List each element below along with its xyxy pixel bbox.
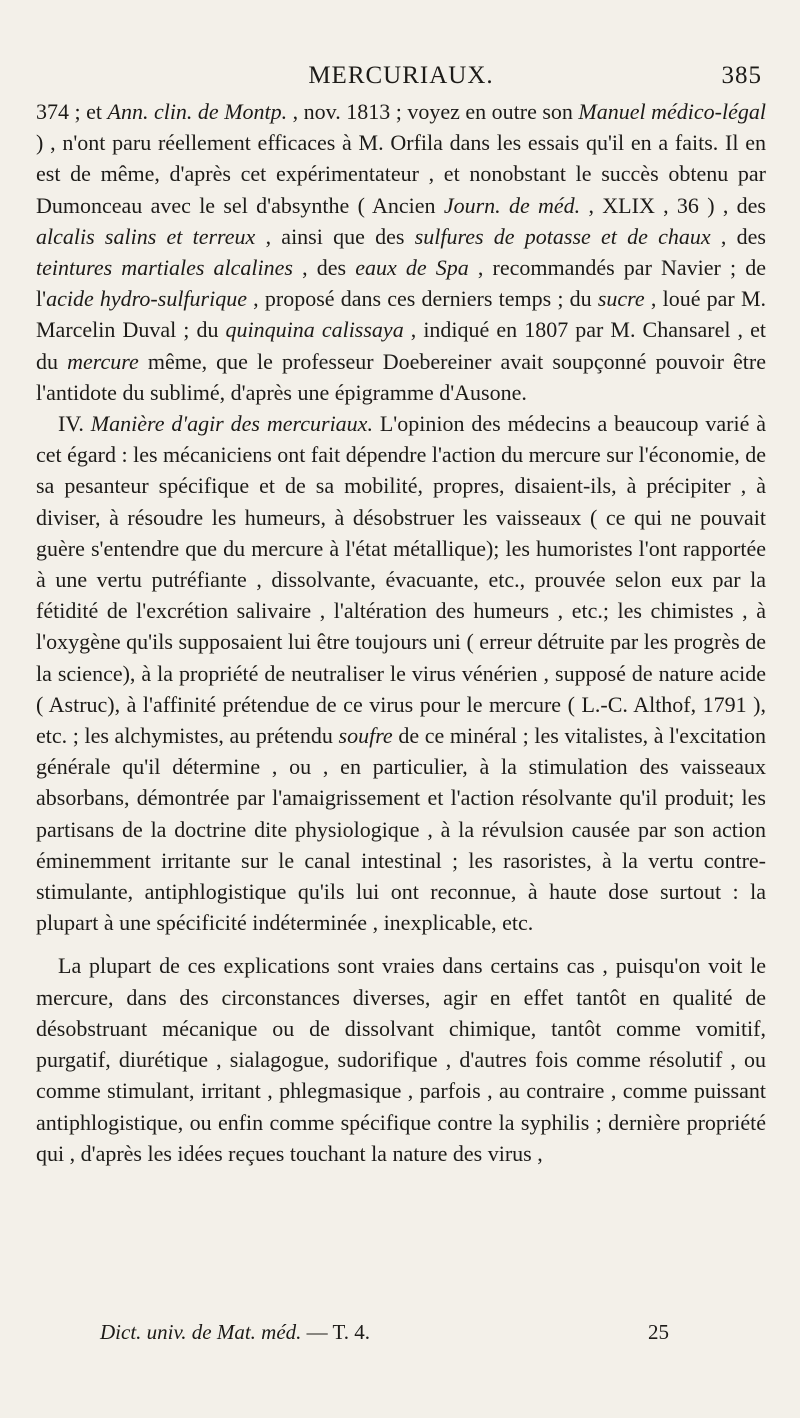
italic-run: Manière d'agir des mercuriaux. — [90, 411, 373, 437]
footer-signature-volume: — T. 4. — [301, 1320, 371, 1344]
italic-run: sucre — [597, 286, 645, 312]
running-head — [36, 62, 766, 96]
italic-run: alcalis salins et terreux — [36, 223, 256, 249]
page-footer — [100, 1320, 800, 1350]
text-run: de ce minéral ; les vitalistes, à l'excitation générale qu'il détermine , ou , en particulier, à la stimulation des vaisseaux absorbans, démontrée par l'amaigrissement et l'action résolvante qu'il produit; les partisans de la doctrine dite physiologique , à la révulsion causée par son action éminemment irritante sur le canal intestinal ; les rasoristes, à la vertu contre-stimulante, antiphlogistique qu'ils lui ont reconnue, à haute dose surtout : la plupart à une spécificité indéterminée , inexplicable, etc. — [36, 723, 766, 936]
paragraph-section-iv — [36, 408, 766, 938]
text-run: même, que le professeur Doebereiner avait soupçonné pouvoir être l'antidote du sublimé, d'après une épigramme d'Ausone. — [36, 348, 766, 405]
text-run: L'opinion des médecins a beaucoup varié à cet égard : les mécaniciens ont fait dépendre l'action du mercure sur l'économie, de sa pesanteur spécifique et de sa mobilité, propres, disaient-ils, à précipiter , à diviser, à résoudre les humeurs, à désobstruer les vaisseaux ( ce qui ne pouvait guère s'entendre que du mercure à l'état métallique); les humoristes l'ont rapportée à une vertu putréfiante , dissolvante, évacuante, etc., prouvée selon eux par la fétidité de l'excrétion salivaire , l'altération des humeurs , etc.; les chimistes , à l'oxygène qu'ils supposaient lui être toujours uni ( erreur détruite par les progrès de la science), à la propriété de neutraliser le virus vénérien , supposé de nature acide ( Astruc), à l'affinité prétendue de ce virus pour le mercure ( L.-C. Althof, 1791 ), etc. ; les alchymistes, au prétendu — [36, 411, 766, 749]
text-run: , recommandés par Navier ; de l' — [36, 255, 767, 312]
text-run: , ainsi que des — [255, 223, 415, 249]
italic-run: eaux de Spa — [355, 255, 469, 281]
italic-run: teintures martiales alcalines — [36, 255, 293, 281]
text-run: La plupart de ces explications sont vraies dans certains cas , puisqu'on voit le mercure, dans des circonstances diverses, agir en effet tantôt en qualité de désobstruant mécanique ou de dissolvant chimique, tantôt comme vomitif, purgatif, diurétique , sialagogue, sudorifique , d'autres fois comme résolutif , ou comme stimulant, irritant , phlegmasique , parfois , au contraire , comme puissant antiphlogistique, ou enfin comme spécifique contre la syphilis ; dernière propriété qui , d'après les idées reçues touchant la nature des virus , — [36, 953, 766, 1166]
italic-run: mercure — [67, 348, 139, 374]
italic-run: Journ. de méd. — [443, 192, 581, 218]
text-run: 374 ; et — [36, 99, 108, 124]
text-run: , loué par M. Marcelin Duval ; du — [36, 286, 767, 343]
italic-run: quinquina calissaya — [225, 317, 404, 343]
italic-run: acide hydro-sulfurique — [46, 286, 247, 312]
paragraph-explanations — [36, 950, 766, 1168]
text-run: , XLIX , 36 ) , des — [580, 192, 766, 218]
text-run: , indiqué en 1807 par M. Chansarel , et du — [36, 317, 766, 374]
italic-run: Ann. clin. de Montp. — [107, 99, 288, 124]
text-run: , nov. 1813 ; voyez en outre son — [287, 99, 579, 124]
paragraph-antidotes — [36, 96, 766, 408]
italic-run: sulfures de potasse et de chaux — [414, 223, 711, 249]
footer-signature-title: Dict. univ. de Mat. méd. — [100, 1320, 302, 1344]
footer-sheet-number: 25 — [648, 1320, 669, 1344]
running-title: MERCURIAUX. — [308, 62, 494, 89]
text-run: ) , n'ont paru réellement efficaces à M. Orfila dans les essais qu'il en a faits. Il en est de même, d'après cet expérimentateur , et nonobstant le succès obtenu par Dumonceau avec le sel d'absynthe ( Ancien — [36, 130, 766, 218]
italic-run: soufre — [338, 723, 393, 749]
footer-signature — [100, 1320, 370, 1345]
text-run: , proposé dans ces derniers temps ; du — [246, 286, 598, 312]
text-run: , des — [292, 255, 356, 281]
text-run: , des — [710, 223, 766, 249]
page-number: 385 — [721, 62, 762, 89]
body-text — [36, 96, 766, 1169]
italic-run: Manuel médico-légal — [578, 99, 766, 124]
text-run: IV. — [58, 411, 91, 437]
